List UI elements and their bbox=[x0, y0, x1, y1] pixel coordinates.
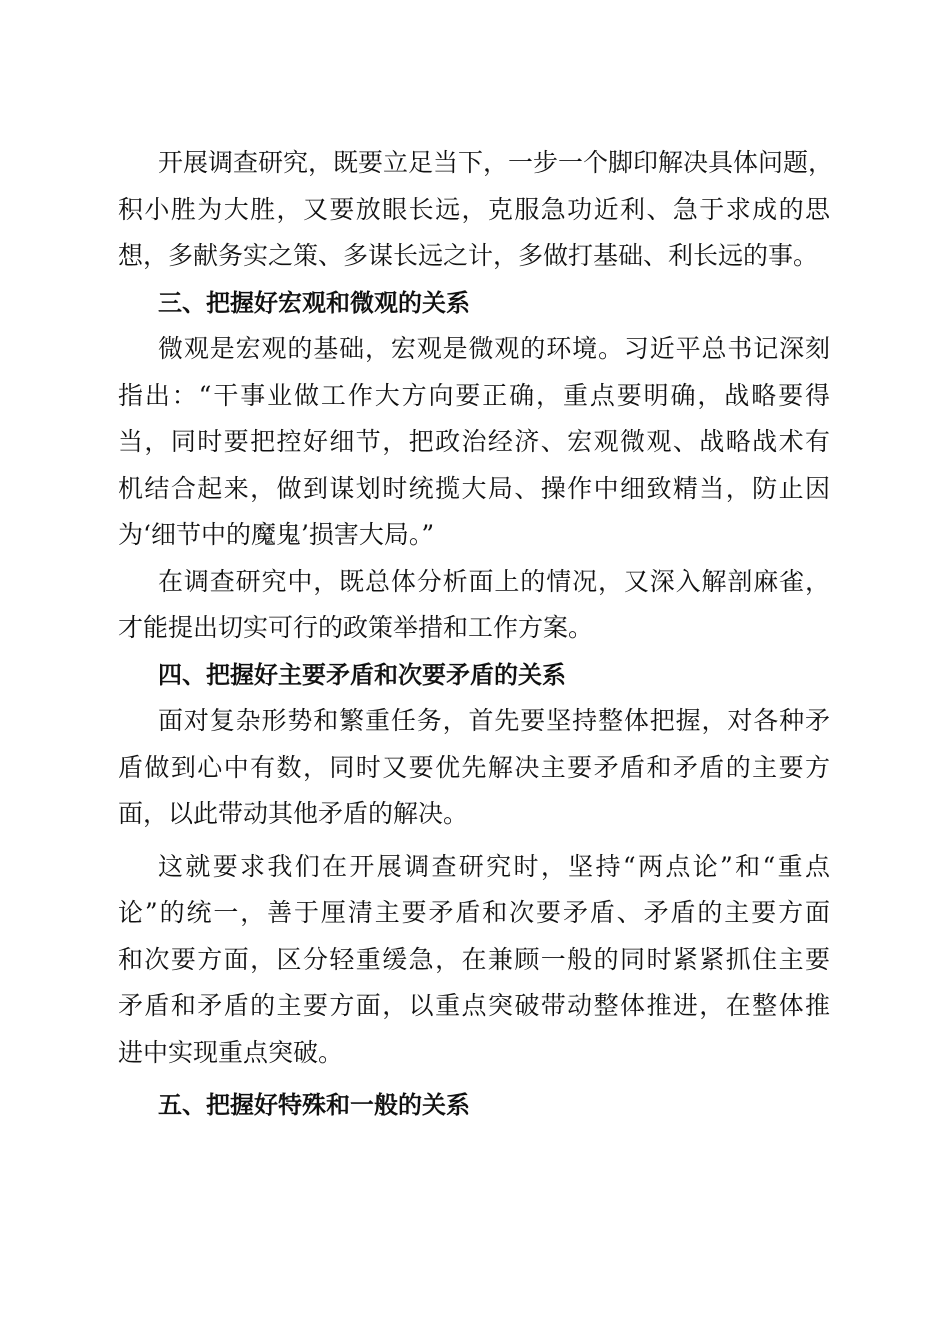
paragraph-line: 矛盾和矛盾的主要方面，以重点突破带动整体推进，在整体推 bbox=[118, 991, 830, 1020]
paragraph-line: 进中实现重点突破。 bbox=[118, 1037, 344, 1067]
paragraph-line: 这就要求我们在开展调查研究时，坚持“两点论”和“重点 bbox=[158, 851, 830, 881]
paragraph-line: 积小胜为大胜，又要放眼长远，克服急功近利、急于求成的思 bbox=[118, 194, 830, 224]
paragraph-line: 在调查研究中，既总体分析面上的情况，又深入解剖麻雀， bbox=[158, 566, 830, 596]
section-heading-5: 五、把握好特殊和一般的关系 bbox=[158, 1091, 470, 1119]
paragraph-line: 想，多献务实之策、多谋长远之计，多做打基础、利长远的事。 bbox=[118, 241, 819, 270]
paragraph-line: 才能提出切实可行的政策举措和工作方案。 bbox=[118, 613, 594, 642]
paragraph-complex-situation bbox=[118, 698, 830, 838]
paragraph-line: 微观是宏观的基础，宏观是微观的环境。习近平总书记深刻 bbox=[158, 334, 830, 363]
paragraph-line: 机结合起来，做到谋划时统揽大局、操作中细致精当，防止因 bbox=[118, 473, 830, 503]
document-body bbox=[118, 140, 834, 1129]
paragraph-macro-micro-quote bbox=[118, 326, 830, 559]
paragraph-line: 开展调查研究，既要立足当下，一步一个脚印解决具体问题， bbox=[158, 148, 834, 177]
paragraph-line: 指出：“干事业做工作大方向要正确，重点要明确，战略要得 bbox=[118, 380, 830, 410]
paragraph-line: 面，以此带动其他矛盾的解决。 bbox=[118, 799, 469, 828]
paragraph-line: 面对复杂形势和繁重任务，首先要坚持整体把握，对各种矛 bbox=[158, 706, 830, 735]
paragraph-line: 和次要方面，区分轻重缓急，在兼顾一般的同时紧紧抓住主要 bbox=[118, 944, 830, 974]
section-heading-3: 三、把握好宏观和微观的关系 bbox=[158, 288, 470, 317]
paragraph-line: 当，同时要把控好细节，把政治经济、宏观微观、战略战术有 bbox=[118, 427, 830, 456]
paragraph-line: 盾做到心中有数，同时又要优先解决主要矛盾和矛盾的主要方 bbox=[118, 752, 830, 782]
paragraph-line: 为‘细节中的魔鬼’损害大局。” bbox=[118, 520, 435, 549]
paragraph-two-point-theory bbox=[118, 844, 830, 1077]
paragraph-overall-analysis bbox=[118, 559, 830, 652]
paragraph-line: 论”的统一，善于厘清主要矛盾和次要矛盾、矛盾的主要方面 bbox=[118, 898, 830, 927]
section-heading-4: 四、把握好主要矛盾和次要矛盾的关系 bbox=[158, 660, 566, 689]
paragraph-investigation-present-and-long-term bbox=[118, 140, 834, 280]
